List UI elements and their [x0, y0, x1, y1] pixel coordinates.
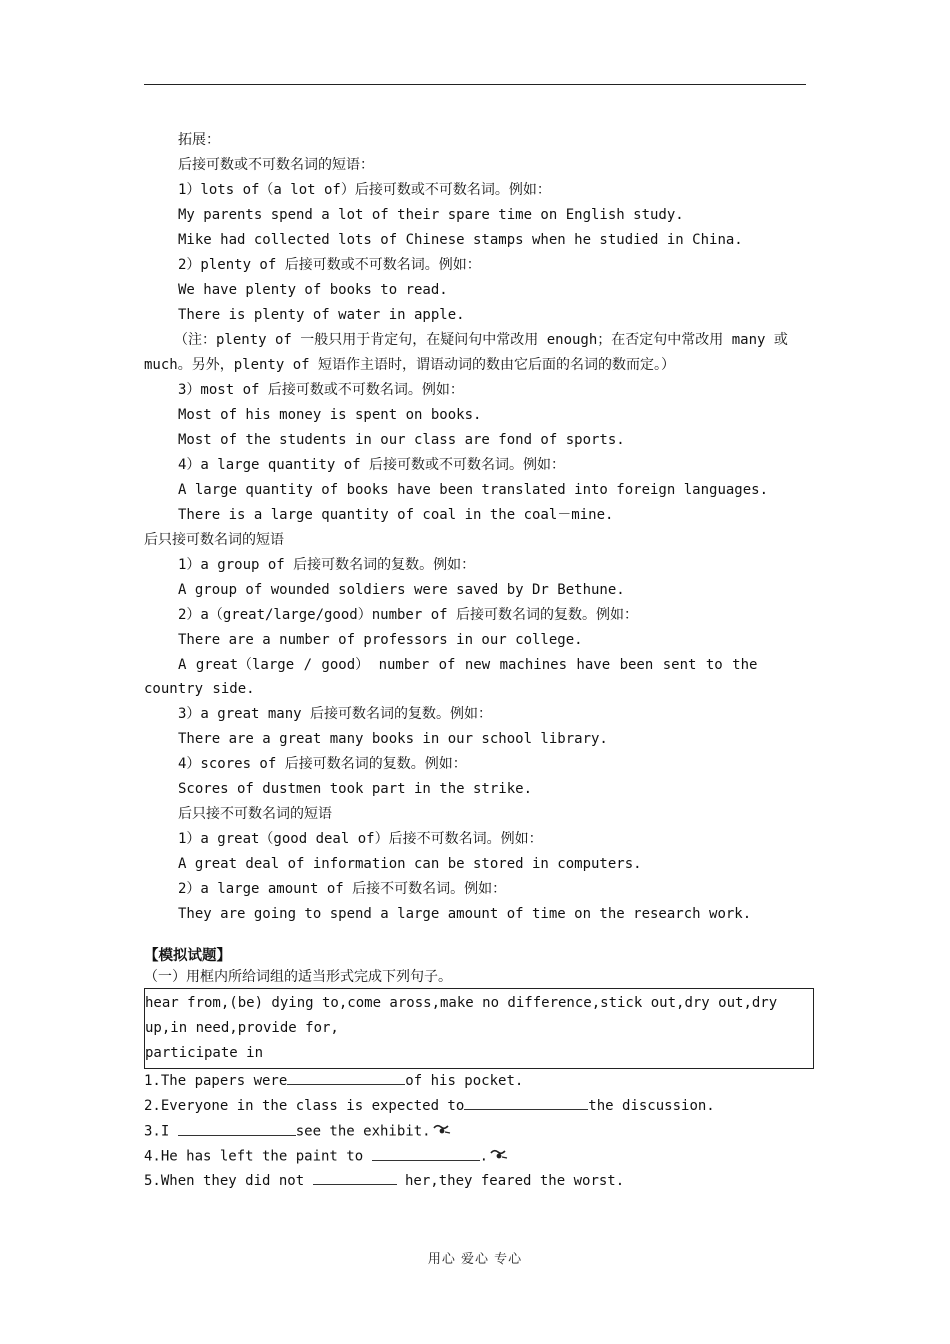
note-paragraph: （注：plenty of 一般只用于肯定句，在疑问句中常改用 enough；在否定句中常改用 many 或 much。另外，plenty of 短语作主语时，谓语动词的数由它后面的名词的数而定。）: [144, 332, 788, 373]
phrase-item: 4）scores of 后接可数名词的复数。例如：: [178, 756, 467, 773]
exercise-instruction: （一）用框内所给词组的适当形式完成下列句子。: [144, 969, 452, 986]
exercise-heading: 【模拟试题】: [144, 948, 231, 965]
example-sentence: There are a great many books in our school library.: [178, 731, 608, 748]
phrase-item: 2）a（great/large/good）number of 后接可数名词的复数。例如：: [178, 606, 639, 623]
subheading: 后接可数或不可数名词的短语：: [178, 157, 374, 173]
example-sentence: Scores of dustmen took part in the strike.: [178, 781, 533, 798]
page-footer: 用心 爱心 专心: [427, 1252, 523, 1267]
example-sentence: Most of the students in our class are fond of sports.: [178, 431, 625, 448]
word-box: [144, 988, 814, 1069]
answer-blank[interactable]: [287, 1070, 405, 1085]
question-2: 2.Everyone in the class is expected to the discussion.: [144, 1094, 806, 1119]
document-body: [144, 128, 806, 1194]
answer-blank[interactable]: [372, 1146, 480, 1161]
example-sentence: A great deal of information can be stored in computers.: [178, 856, 642, 873]
question-1: 1.The papers were of his pocket.: [144, 1069, 806, 1094]
phrase-item: 1）lots of（a lot of）后接可数或不可数名词。例如：: [178, 182, 551, 198]
example-sentence: Most of his money is spent on books.: [178, 406, 482, 423]
phrase-item: 3）a great many 后接可数名词的复数。例如：: [178, 706, 493, 723]
example-sentence: Mike had collected lots of Chinese stamps when he studied in China.: [178, 232, 743, 248]
subheading: 后只接不可数名词的短语: [178, 806, 332, 823]
answer-blank[interactable]: [313, 1170, 397, 1185]
question-4: 4.He has left the paint to .: [144, 1144, 806, 1169]
example-sentence: There is a large quantity of coal in the coal－mine.: [178, 506, 614, 523]
phrase-item: 2）plenty of 后接可数或不可数名词。例如：: [178, 257, 481, 273]
word-box-line: up,in need,provide for,: [145, 1020, 339, 1037]
example-sentence: A group of wounded soldiers were saved by Dr Bethune.: [178, 581, 625, 598]
answer-blank[interactable]: [464, 1095, 588, 1110]
phrase-item: 3）most of 后接可数或不可数名词。例如：: [178, 381, 464, 398]
example-sentence: There is plenty of water in apple.: [178, 307, 465, 323]
example-sentence: There are a number of professors in our college.: [178, 631, 583, 648]
decorative-mark-icon: [490, 1144, 508, 1169]
answer-blank[interactable]: [178, 1121, 296, 1136]
section-title: 拓展：: [178, 132, 220, 148]
example-sentence: My parents spend a lot of their spare time on English study.: [178, 207, 684, 223]
word-box-line: participate in: [145, 1045, 264, 1062]
subheading: 后只接可数名词的短语: [144, 531, 284, 548]
phrase-item: 4）a large quantity of 后接可数或不可数名词。例如：: [178, 456, 566, 473]
header-rule: [144, 84, 806, 85]
phrase-item: 2）a large amount of 后接不可数名词。例如：: [178, 881, 507, 898]
example-sentence: A large quantity of books have been translated into foreign languages.: [178, 481, 769, 498]
decorative-mark-icon: [433, 1119, 451, 1144]
example-sentence: A great（large / good） number of new machines have been sent to the country side.: [144, 656, 758, 698]
question-3: 3.I see the exhibit.: [144, 1119, 806, 1144]
phrase-item: 1）a great（good deal of）后接不可数名词。例如：: [178, 831, 543, 848]
question-5: 5.When they did not her,they feared the worst.: [144, 1169, 806, 1194]
word-box-line: hear from,(be) dying to,come aross,make no difference,stick out,dry out,dry: [145, 995, 778, 1012]
phrase-item: 1）a group of 后接可数名词的复数。例如：: [178, 556, 476, 573]
example-sentence: We have plenty of books to read.: [178, 282, 448, 298]
example-sentence: They are going to spend a large amount of time on the research work.: [178, 906, 752, 923]
